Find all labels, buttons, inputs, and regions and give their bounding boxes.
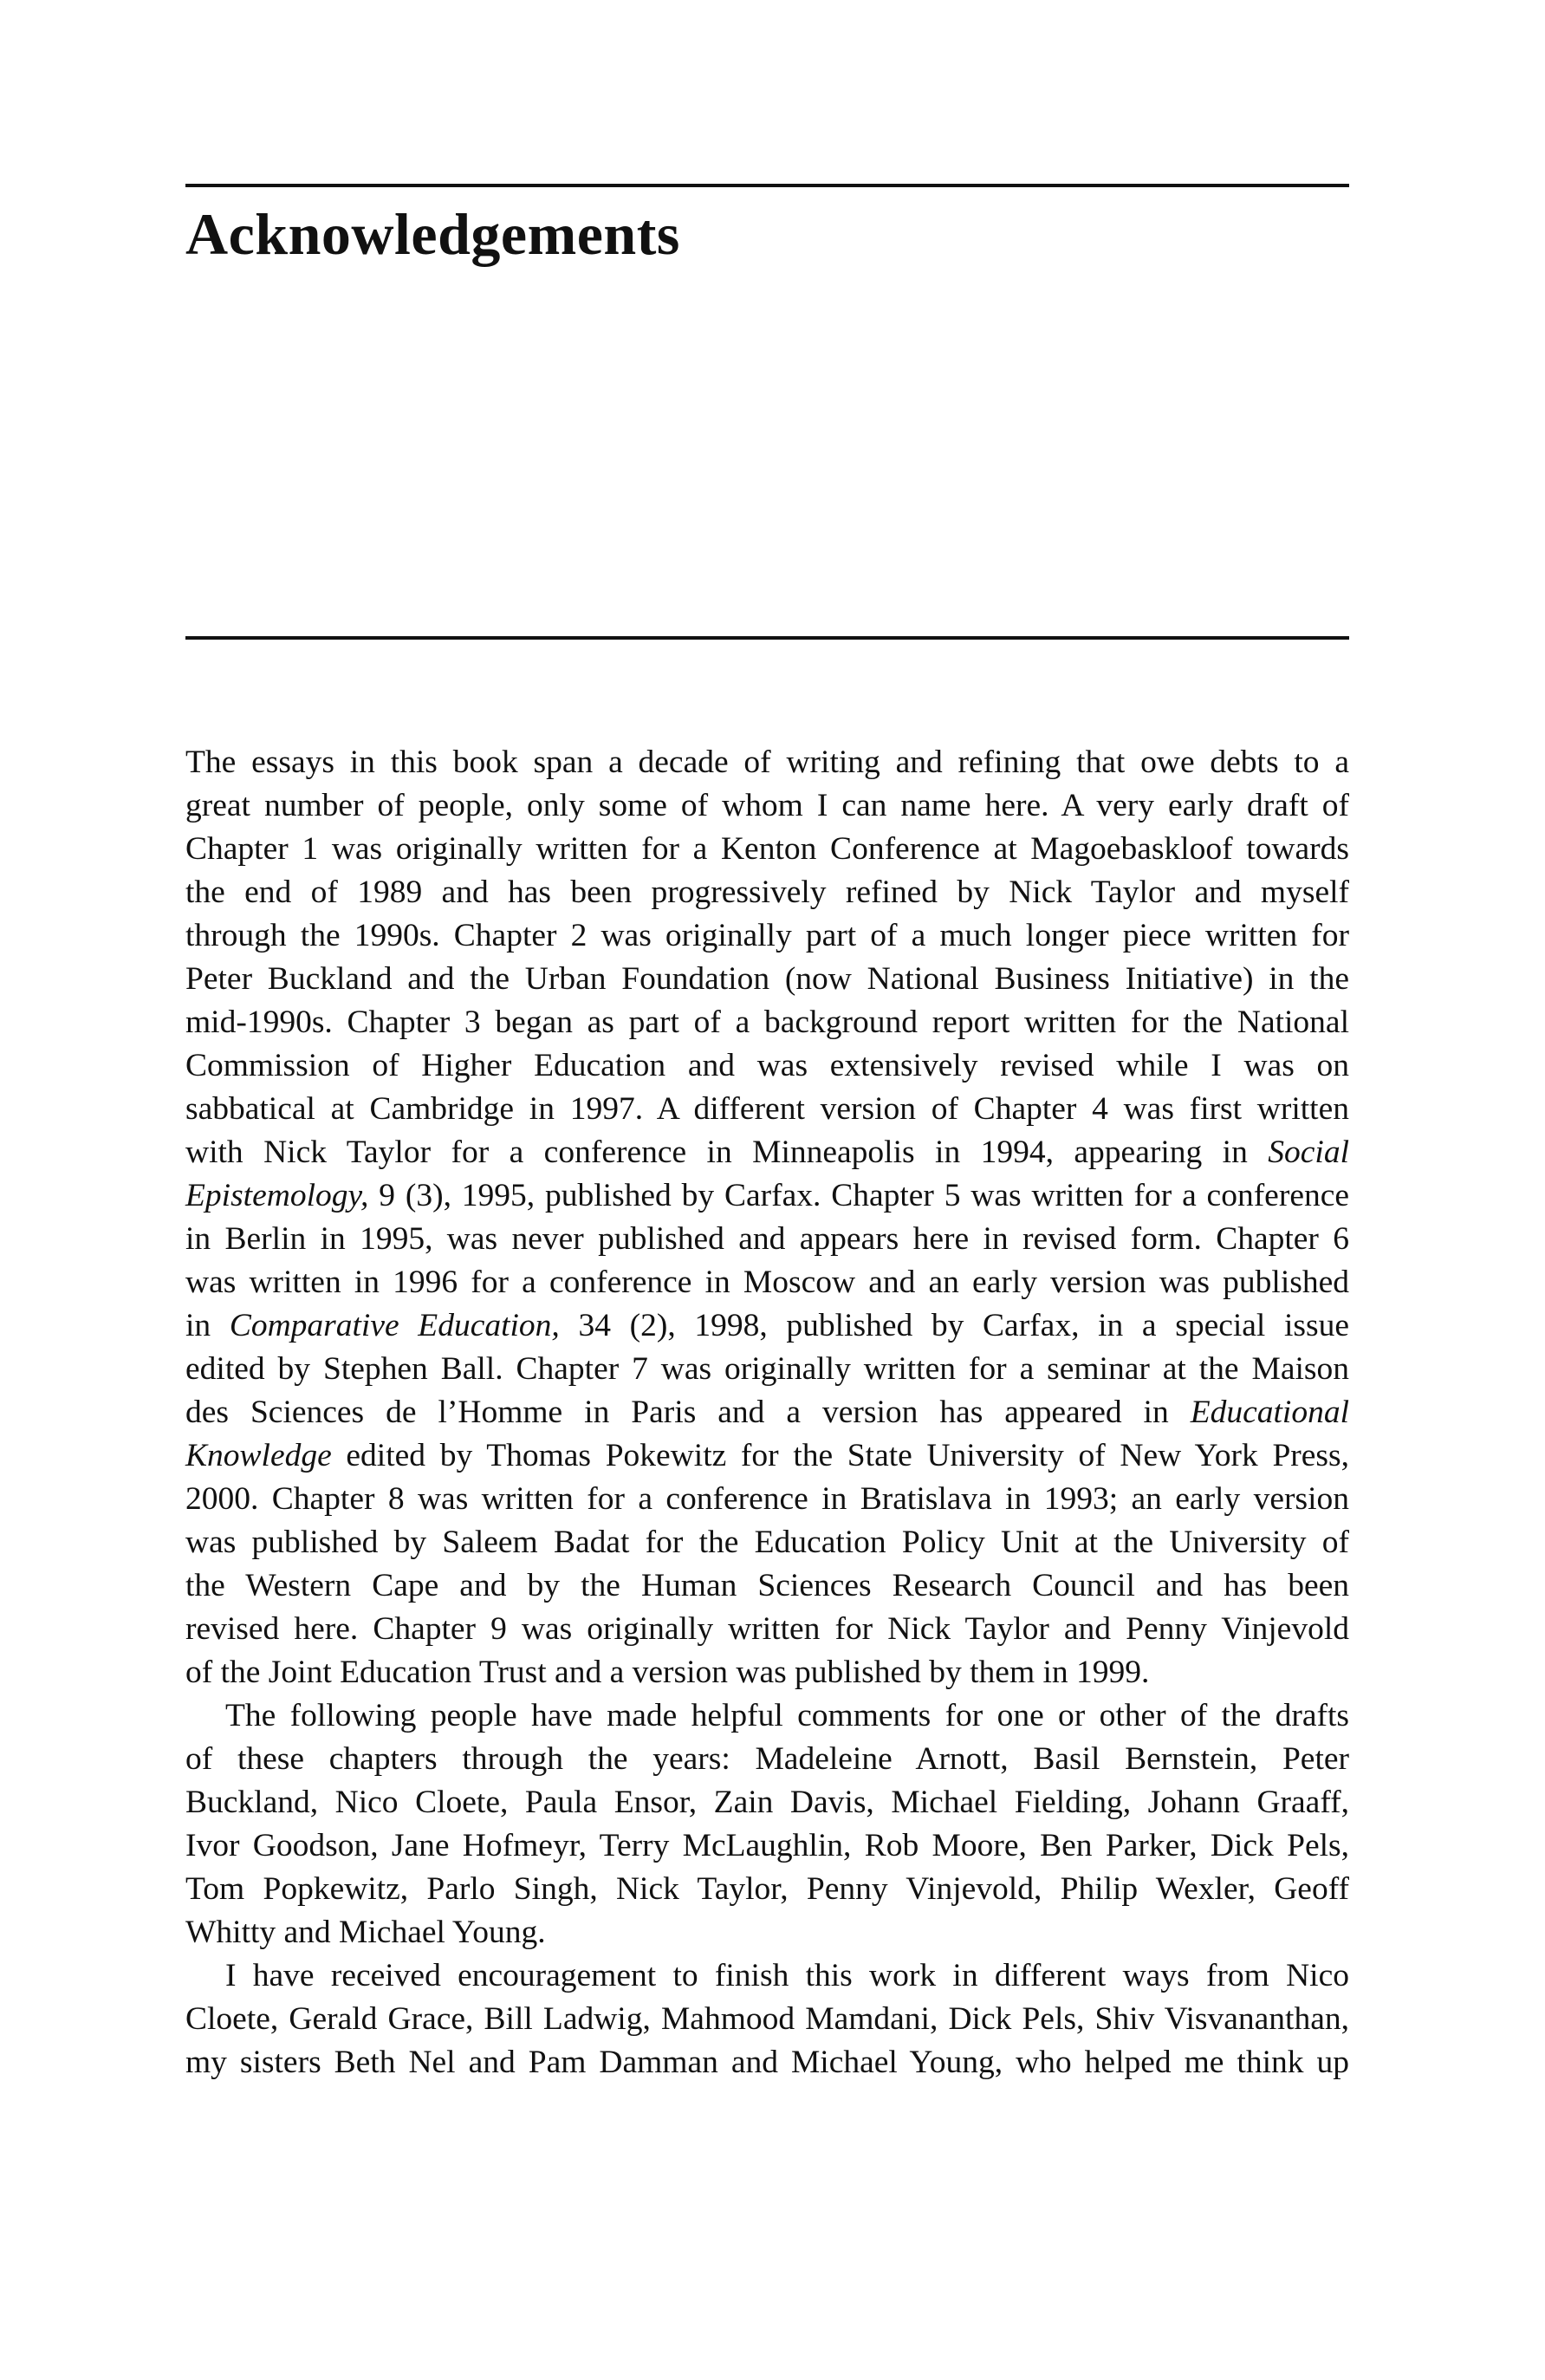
text-line: great number of people, only some of whom I can name here. A very early draft of	[185, 788, 1349, 823]
book-title-educational: Educational	[1190, 1395, 1349, 1430]
text-line: in Berlin in 1995, was never published and appears here in revised form. Chapter 6	[185, 1221, 1349, 1257]
page-title: Acknowledgements	[185, 201, 680, 267]
text-segment: with Nick Taylor for a conference in Minneapolis in 1994, appearing in	[185, 1135, 1269, 1170]
text-line: Buckland, Nico Cloete, Paula Ensor, Zain Davis, Michael Fielding, Johann Graaff,	[185, 1785, 1349, 1820]
text-line: mid-1990s. Chapter 3 began as part of a background report written for the National	[185, 1005, 1349, 1040]
text-line: 2000. Chapter 8 was written for a conference in Bratislava in 1993; an early version	[185, 1481, 1349, 1517]
journal-title-epistemology: Epistemology,	[185, 1178, 369, 1213]
text-line: my sisters Beth Nel and Pam Damman and Michael Young, who helped me think up	[185, 2045, 1349, 2080]
text-line: The essays in this book span a decade of writing and refining that owe debts to a	[185, 745, 1349, 780]
text-segment: edited by Thomas Pokewitz for the State University of New York Press,	[331, 1438, 1349, 1473]
text-segment: in	[185, 1308, 230, 1343]
text-line: the Western Cape and by the Human Sciences Research Council and has been	[185, 1568, 1349, 1603]
text-line	[185, 1131, 1349, 1174]
text-line: edited by Stephen Ball. Chapter 7 was originally written for a seminar at the Maison	[185, 1351, 1349, 1387]
book-title-knowledge: Knowledge	[185, 1438, 332, 1473]
acknowledgements-body	[185, 741, 1349, 2084]
text-line: sabbatical at Cambridge in 1997. A different version of Chapter 4 was first written	[185, 1091, 1349, 1127]
text-line: the end of 1989 and has been progressively refined by Nick Taylor and myself	[185, 875, 1349, 910]
text-line: revised here. Chapter 9 was originally written for Nick Taylor and Penny Vinjevold	[185, 1611, 1349, 1647]
text-segment: 9 (3), 1995, published by Carfax. Chapter 5 was written for a conference	[368, 1178, 1349, 1213]
text-line: through the 1990s. Chapter 2 was originally part of a much longer piece written for	[185, 918, 1349, 953]
text-line: of the Joint Education Trust and a version was published by them in 1999.	[185, 1655, 1150, 1690]
text-line: The following people have made helpful comments for one or other of the drafts	[225, 1698, 1349, 1733]
text-line: Peter Buckland and the Urban Foundation (now National Business Initiative) in the	[185, 961, 1349, 997]
text-line: Tom Popkewitz, Parlo Singh, Nick Taylor, Penny Vinjevold, Philip Wexler, Geoff	[185, 1871, 1349, 1907]
paragraph-3	[185, 1954, 1349, 2084]
text-line: Chapter 1 was originally written for a Kenton Conference at Magoebaskloof towards	[185, 831, 1349, 867]
text-line: Commission of Higher Education and was extensively revised while I was on	[185, 1048, 1349, 1083]
text-line: Cloete, Gerald Grace, Bill Ladwig, Mahmood Mamdani, Dick Pels, Shiv Visvananthan,	[185, 2001, 1349, 2037]
text-segment: 34 (2), 1998, published by Carfax, in a special issue	[559, 1308, 1349, 1343]
text-line	[185, 1434, 1349, 1478]
paragraph-2	[185, 1694, 1349, 1954]
journal-title-comparative-education: Comparative Education,	[229, 1308, 560, 1343]
text-line: I have received encouragement to finish this work in different ways from Nico	[225, 1958, 1349, 1993]
top-rule	[185, 184, 1349, 187]
text-line: of these chapters through the years: Madeleine Arnott, Basil Bernstein, Peter	[185, 1741, 1349, 1777]
journal-title-social: Social	[1268, 1135, 1349, 1170]
text-line: Ivor Goodson, Jane Hofmeyr, Terry McLaughlin, Rob Moore, Ben Parker, Dick Pels,	[185, 1828, 1349, 1863]
title-bottom-rule	[185, 636, 1349, 640]
paragraph-1	[185, 741, 1349, 1694]
text-line	[185, 1174, 1349, 1218]
text-segment: des Sciences de l’Homme in Paris and a version has appeared in	[185, 1395, 1191, 1430]
text-line: was published by Saleem Badat for the Education Policy Unit at the University of	[185, 1525, 1349, 1560]
text-line: was written in 1996 for a conference in Moscow and an early version was published	[185, 1265, 1349, 1300]
text-line: Whitty and Michael Young.	[185, 1915, 546, 1950]
text-line	[185, 1304, 1349, 1348]
text-line	[185, 1391, 1349, 1434]
